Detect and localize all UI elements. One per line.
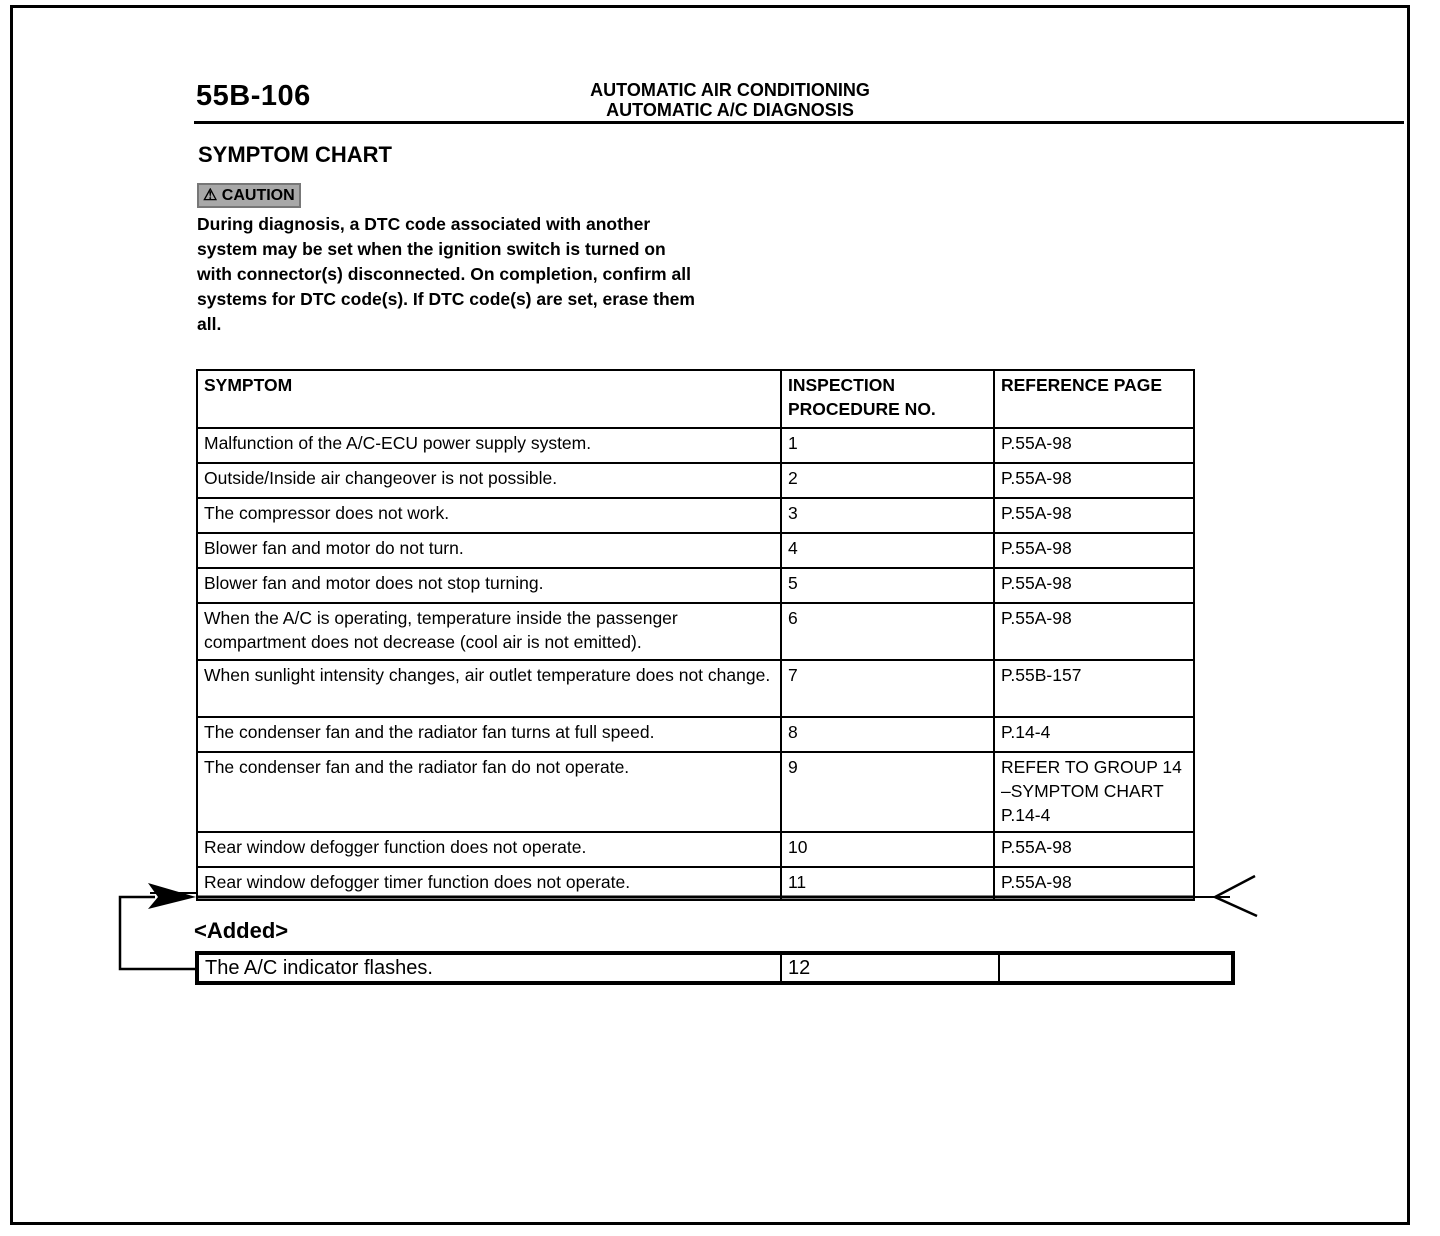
procedure-header: INSPECTION PROCEDURE NO. (781, 370, 994, 428)
reference-cell: P.55B-157 (994, 660, 1194, 717)
added-label: <Added> (194, 918, 289, 943)
reference-cell: P.55A-98 (994, 603, 1194, 660)
reference-cell: P.55A-98 (994, 832, 1194, 867)
symptom-cell: When the A/C is operating, temperature inside the passenger compartment does not decrease (cool air is not emitted). (197, 603, 781, 660)
header-title-line2: AUTOMATIC A/C DIAGNOSIS (606, 100, 854, 120)
procedure-cell: 11 (781, 867, 994, 900)
reference-cell: REFER TO GROUP 14 –SYMPTOM CHART P.14-4 (994, 752, 1194, 832)
procedure-cell: 3 (781, 498, 994, 533)
symptom-cell: Rear window defogger function does not operate. (197, 832, 781, 867)
procedure-cell: 6 (781, 603, 994, 660)
caution-label: CAUTION (221, 187, 295, 204)
added-symptom-cell: The A/C indicator flashes. (197, 953, 781, 983)
procedure-cell: 1 (781, 428, 994, 463)
arrow-head-left-icon (148, 883, 196, 909)
procedure-cell: 2 (781, 463, 994, 498)
symptom-header: SYMPTOM (197, 370, 781, 428)
reference-cell: P.55A-98 (994, 867, 1194, 900)
reference-cell: P.55A-98 (994, 428, 1194, 463)
reference-header: REFERENCE PAGE (994, 370, 1194, 428)
procedure-cell: 9 (781, 752, 994, 832)
procedure-cell: 5 (781, 568, 994, 603)
reference-cell: P.55A-98 (994, 568, 1194, 603)
added-procedure-cell: 12 (781, 953, 999, 983)
warning-icon: ⚠ (203, 187, 218, 204)
section-title: SYMPTOM CHART (198, 142, 392, 167)
symptom-cell: Malfunction of the A/C-ECU power supply system. (197, 428, 781, 463)
symptom-cell: Rear window defogger timer function does not operate. (197, 867, 781, 900)
symptom-cell: The compressor does not work. (197, 498, 781, 533)
procedure-cell: 7 (781, 660, 994, 717)
header-title-line1: AUTOMATIC AIR CONDITIONING (590, 80, 870, 100)
symptom-cell: The condenser fan and the radiator fan turns at full speed. (197, 717, 781, 752)
symptom-cell: When sunlight intensity changes, air outlet temperature does not change. (197, 660, 781, 717)
symptom-cell: Blower fan and motor do not turn. (197, 533, 781, 568)
reference-cell: P.55A-98 (994, 533, 1194, 568)
reference-cell: P.55A-98 (994, 498, 1194, 533)
procedure-cell: 4 (781, 533, 994, 568)
procedure-cell: 10 (781, 832, 994, 867)
symptom-cell: The condenser fan and the radiator fan do not operate. (197, 752, 781, 832)
symptom-cell: Blower fan and motor does not stop turning. (197, 568, 781, 603)
procedure-cell: 8 (781, 717, 994, 752)
reference-cell: P.55A-98 (994, 463, 1194, 498)
symptom-cell: Outside/Inside air changeover is not possible. (197, 463, 781, 498)
insertion-connector-line (120, 897, 196, 969)
caution-text: During diagnosis, a DTC code associated with another system may be set when the ignition switch is turned on with connector(s) disconnected. On completion, confirm all systems for DTC code(s). If DTC code(s) are set, erase them all. (197, 214, 695, 334)
page-number: 55B-106 (196, 80, 311, 112)
reference-cell: P.14-4 (994, 717, 1194, 752)
